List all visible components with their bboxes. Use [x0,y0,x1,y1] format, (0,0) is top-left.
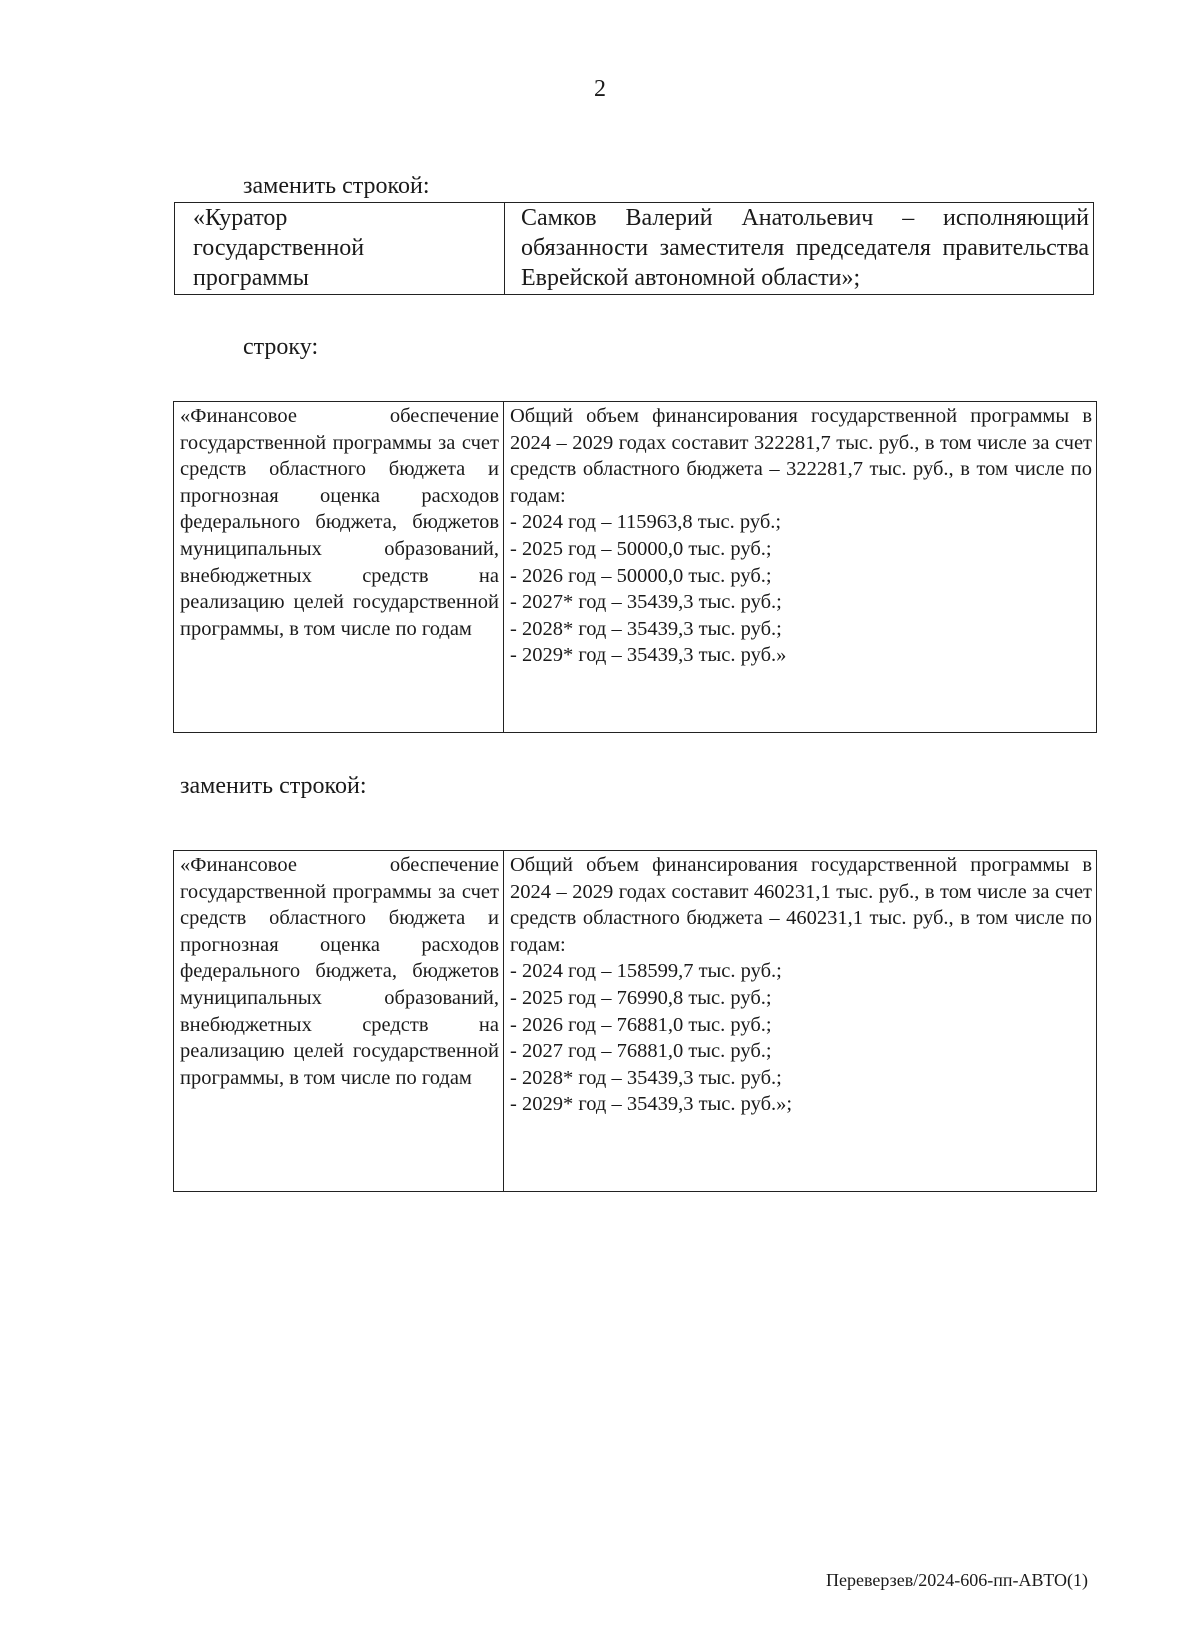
new-finance-intro: Общий объем финансирования государственной программы в 2024 – 2029 годах составит 460231,1 тыс. руб., в том числе за счет средств областного бюджета – 460231,1 тыс. руб., в том числе по годам: [510,854,1092,956]
new-finance-value-cell [504,851,1096,1191]
year-line: - 2027* год – 35439,3 тыс. руб.; [510,591,782,614]
year-line: - 2028* год – 35439,3 тыс. руб.; [510,1066,782,1089]
instruction-replace-2: заменить строкой: [180,773,367,799]
year-line: - 2025 год – 76990,8 тыс. руб.; [510,986,772,1009]
year-line: - 2025 год – 50000,0 тыс. руб.; [510,537,772,560]
old-finance-table [173,401,1097,733]
year-line: - 2024 год – 115963,8 тыс. руб.; [510,511,782,534]
instruction-row: строку: [243,334,319,360]
old-finance-label-cell [174,402,504,732]
year-line: - 2029* год – 35439,3 тыс. руб.»; [510,1093,793,1116]
instruction-replace-1: заменить строкой: [243,173,430,199]
curator-label-line: программы [193,265,309,291]
year-line: - 2026 год – 76881,0 тыс. руб.; [510,1013,772,1036]
new-finance-label-text: «Финансовое обеспечение государственной программы за счет средств областного бюджета и прогнозная оценка расходов федерального бюджета, бюджетов муниципальных образований, внебюджетных средств на реализацию целей государственной программы, в том числе по годам [180,854,499,1089]
year-line: - 2024 год – 158599,7 тыс. руб.; [510,960,782,983]
document-footer-code: Переверзев/2024-606-пп-АВТО(1) [826,1570,1088,1590]
old-finance-intro: Общий объем финансирования государственной программы в 2024 – 2029 годах составит 322281,7 тыс. руб., в том числе за счет средств областного бюджета – 322281,7 тыс. руб., в том числе по годам: [510,405,1092,507]
year-line: - 2029* год – 35439,3 тыс. руб.» [510,644,787,667]
curator-table [174,202,1094,295]
old-finance-value-cell [504,402,1096,732]
new-finance-table [173,850,1097,1192]
year-line: - 2026 год – 50000,0 тыс. руб.; [510,564,772,587]
curator-value-text: Самков Валерий Анатольевич – исполняющий обязанности заместителя председателя правительства Еврейской автономной области»; [521,205,1089,291]
year-line: - 2027 год – 76881,0 тыс. руб.; [510,1040,772,1063]
new-finance-label-cell [174,851,504,1191]
curator-label-line: «Куратор [193,205,288,231]
curator-label-line: государственной [193,235,365,261]
page-number: 2 [594,76,606,102]
curator-label-cell [175,203,505,294]
curator-value-cell [505,203,1093,294]
year-line: - 2028* год – 35439,3 тыс. руб.; [510,617,782,640]
old-finance-label-text: «Финансовое обеспечение государственной программы за счет средств областного бюджета и прогнозная оценка расходов федерального бюджета, бюджетов муниципальных образований, внебюджетных средств на реализацию целей государственной программы, в том числе по годам [180,405,499,640]
